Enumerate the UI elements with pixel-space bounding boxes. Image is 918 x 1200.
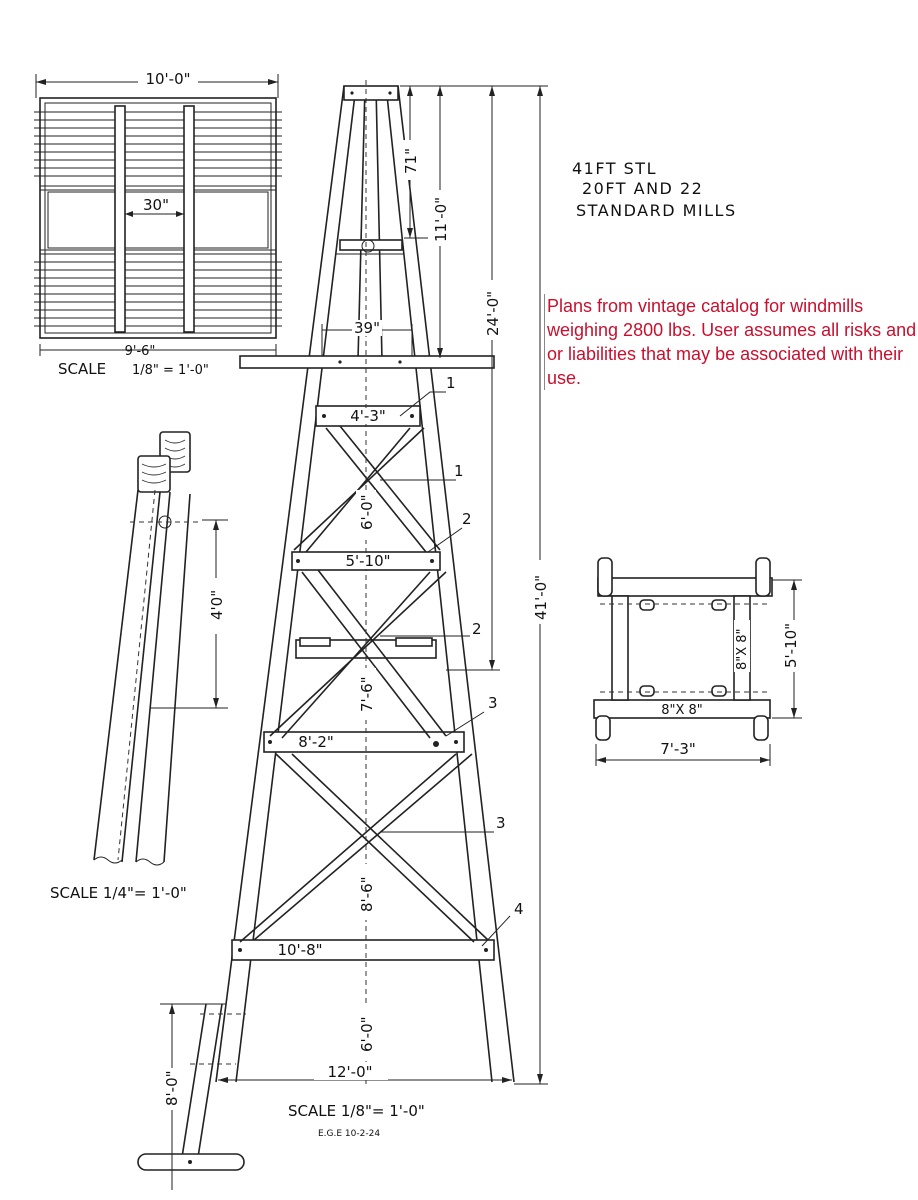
platform-scale-value: 1/8" = 1'-0" <box>132 363 209 378</box>
anchor-length-dim: 8'-0" <box>163 1070 181 1106</box>
leg-detail-scale: SCALE 1/4"= 1'-0" <box>50 884 187 902</box>
tower-elevation <box>216 80 550 1139</box>
platform-inner-dim: 9'-6" <box>124 344 156 359</box>
panel-3-dim: 8'-6" <box>358 876 376 912</box>
girt-3-dim: 8'-2" <box>298 733 334 751</box>
base-timber-h: 8"X 8" <box>661 703 703 718</box>
callout-4: 4 <box>514 900 524 918</box>
panel-1-dim: 6'-0" <box>358 494 376 530</box>
signature: E.G.E 10-2-24 <box>318 1129 381 1139</box>
platform-opening-dim: 30" <box>143 196 169 214</box>
girt-1-dim: 4'-3" <box>350 407 386 425</box>
callout-2a: 2 <box>462 510 472 528</box>
platform-scale-label: SCALE <box>58 360 107 378</box>
base-plan <box>594 558 802 766</box>
dim-24: 24'-0" <box>484 290 502 336</box>
tower-scale: SCALE 1/8"= 1'-0" <box>288 1102 425 1120</box>
dim-41: 41'-0" <box>532 574 550 620</box>
top-dim: 71" <box>402 148 420 174</box>
header-line-3: STANDARD MILLS <box>576 201 737 220</box>
dim-11: 11'-0" <box>432 196 450 242</box>
platform-width-dim: 10'-0" <box>145 70 191 88</box>
girt-2-dim: 5'-10" <box>345 552 391 570</box>
leg-length-dim: 4'0" <box>208 589 226 620</box>
girt-4-dim: 10'-8" <box>277 941 323 959</box>
callout-1b: 1 <box>454 462 464 480</box>
platform-plan <box>34 70 282 378</box>
callout-2b: 2 <box>472 620 482 638</box>
header-line-1: 41FT STL <box>572 159 657 178</box>
callout-3b: 3 <box>496 814 506 832</box>
base-height-dim: 5'-10" <box>782 622 800 668</box>
base-dim: 12'-0" <box>327 1063 373 1081</box>
dim-39: 39" <box>354 319 380 337</box>
disclaimer-note: Plans from vintage catalog for windmills weighing 2800 lbs. User assumes all risks and or liabilities that may be associated with their use. <box>544 294 918 390</box>
callout-1a: 1 <box>446 374 456 392</box>
base-width-dim: 7'-3" <box>660 740 696 758</box>
header-title <box>572 159 737 220</box>
callout-3a: 3 <box>488 694 498 712</box>
leg-detail <box>50 432 230 902</box>
header-line-2: 20FT AND 22 <box>582 179 704 198</box>
panel-4-dim: 6'-0" <box>358 1016 376 1052</box>
panel-2-dim: 7'-6" <box>358 676 376 712</box>
base-timber-v: 8"X 8" <box>735 628 750 670</box>
anchor-post <box>138 1004 246 1190</box>
